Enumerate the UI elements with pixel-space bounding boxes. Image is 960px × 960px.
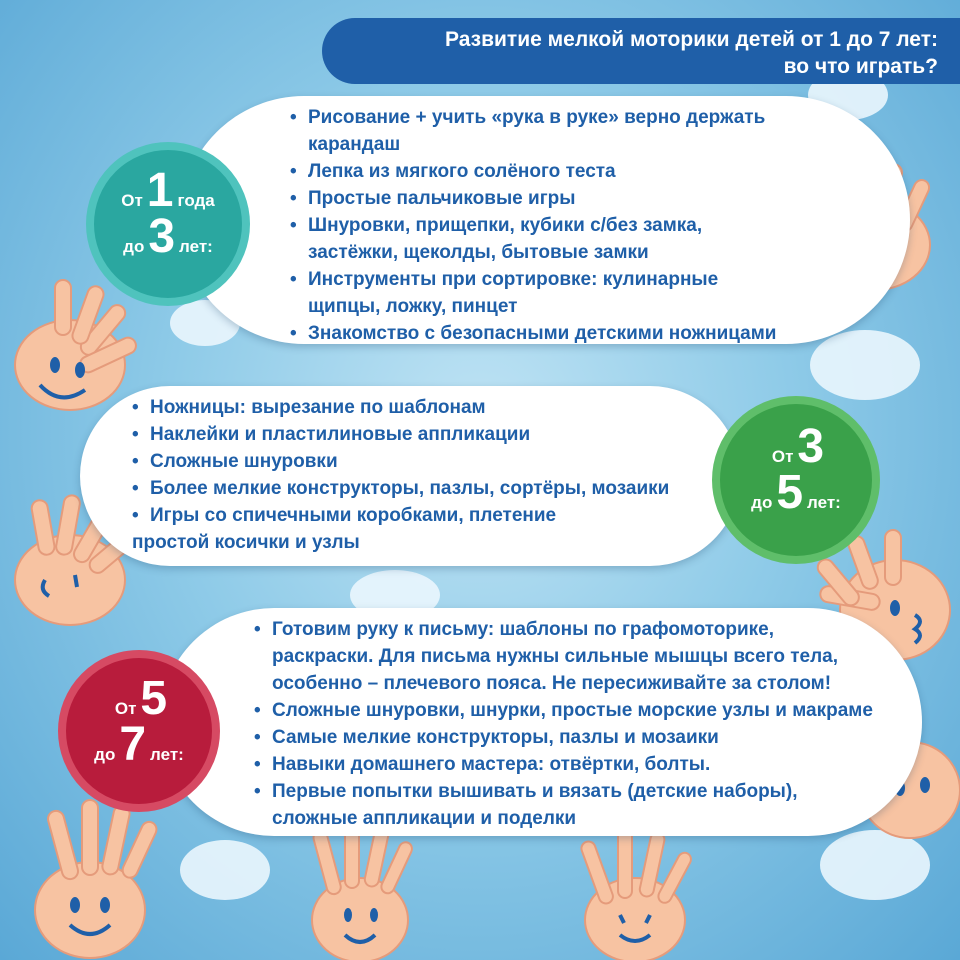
cloud: [180, 840, 270, 900]
badge-from-label: От: [121, 191, 143, 210]
activity-list: [132, 394, 720, 556]
badge-to-label: до: [123, 237, 145, 256]
badge-to-number: 3: [148, 210, 176, 263]
list-item-continuation: застёжки, щеколды, бытовые замки: [308, 242, 649, 263]
list-item: • Игры со спичечными коробками, плетение: [132, 502, 720, 529]
activity-list: [254, 616, 902, 832]
activity-list: [290, 104, 890, 347]
badge-from-label: От: [114, 699, 137, 718]
list-item: • Первые попытки вышивать и вязать (детские наборы),: [254, 778, 902, 805]
list-item-continuation: щипцы, ложку, пинцет: [308, 296, 518, 317]
badge-from-label: От: [771, 447, 794, 466]
list-item: • Наклейки и пластилиновые аппликации: [132, 421, 720, 448]
list-item: • Лепка из мягкого солёного теста: [290, 158, 890, 185]
list-item: • Более мелкие конструкторы, пазлы, сортёры, мозаики: [132, 475, 720, 502]
title-line-2: во что играть?: [783, 55, 938, 78]
badge-to-label: до: [751, 493, 773, 512]
list-item: • Сложные шнуровки, шнурки, простые морские узлы и макраме: [254, 697, 902, 724]
hand-illustration: [10, 790, 190, 960]
list-item-continuation: простой косички и узлы: [132, 532, 360, 553]
list-item: • Готовим руку к письму: шаблоны по графомоторике,: [254, 616, 902, 643]
list-item-continuation: особенно – плечевого пояса. Не пересиживайте за столом!: [272, 673, 832, 694]
badge-from-number: 3: [797, 420, 825, 473]
badge-to-number: 5: [776, 466, 804, 519]
list-item: • Навыки домашнего мастера: отвёртки, болты.: [254, 751, 902, 778]
badge-to-unit: лет:: [807, 493, 841, 512]
list-item: • Ножницы: вырезание по шаблонам: [132, 394, 720, 421]
badge-to-label: до: [94, 745, 116, 764]
page-title: [322, 18, 960, 84]
list-item: • Рисование + учить «рука в руке» верно держать: [290, 104, 890, 131]
hand-illustration: [560, 820, 710, 960]
list-item: • Простые пальчиковые игры: [290, 185, 890, 212]
badge-to-number: 7: [119, 718, 147, 771]
age-badge-1-3: [86, 142, 250, 306]
age-badge-3-5: [712, 396, 880, 564]
list-item-continuation: сложные аппликации и поделки: [272, 808, 577, 829]
badge-to-unit: лет:: [179, 237, 213, 256]
badge-from-number: 1: [146, 164, 174, 217]
badge-from-number: 5: [140, 672, 168, 725]
list-item-continuation: карандаш: [308, 134, 401, 155]
list-item: • Шнуровки, прищепки, кубики с/без замка,: [290, 212, 890, 239]
activities-card-5-7: [160, 608, 922, 836]
title-line-1: Развитие мелкой моторики детей от 1 до 7 лет:: [444, 28, 938, 51]
list-item-continuation: раскраски. Для письма нужны сильные мышцы всего тела,: [272, 646, 839, 667]
activities-card-3-5: [80, 386, 740, 566]
badge-from-unit: года: [177, 191, 215, 210]
list-item: • Знакомство с безопасными детскими ножницами: [290, 320, 890, 347]
activities-card-1-3: [177, 96, 910, 344]
list-item: • Сложные шнуровки: [132, 448, 720, 475]
age-badge-5-7: [58, 650, 220, 812]
badge-to-unit: лет:: [150, 745, 184, 764]
list-item: • Самые мелкие конструкторы, пазлы и мозаики: [254, 724, 902, 751]
list-item: • Инструменты при сортировке: кулинарные: [290, 266, 890, 293]
